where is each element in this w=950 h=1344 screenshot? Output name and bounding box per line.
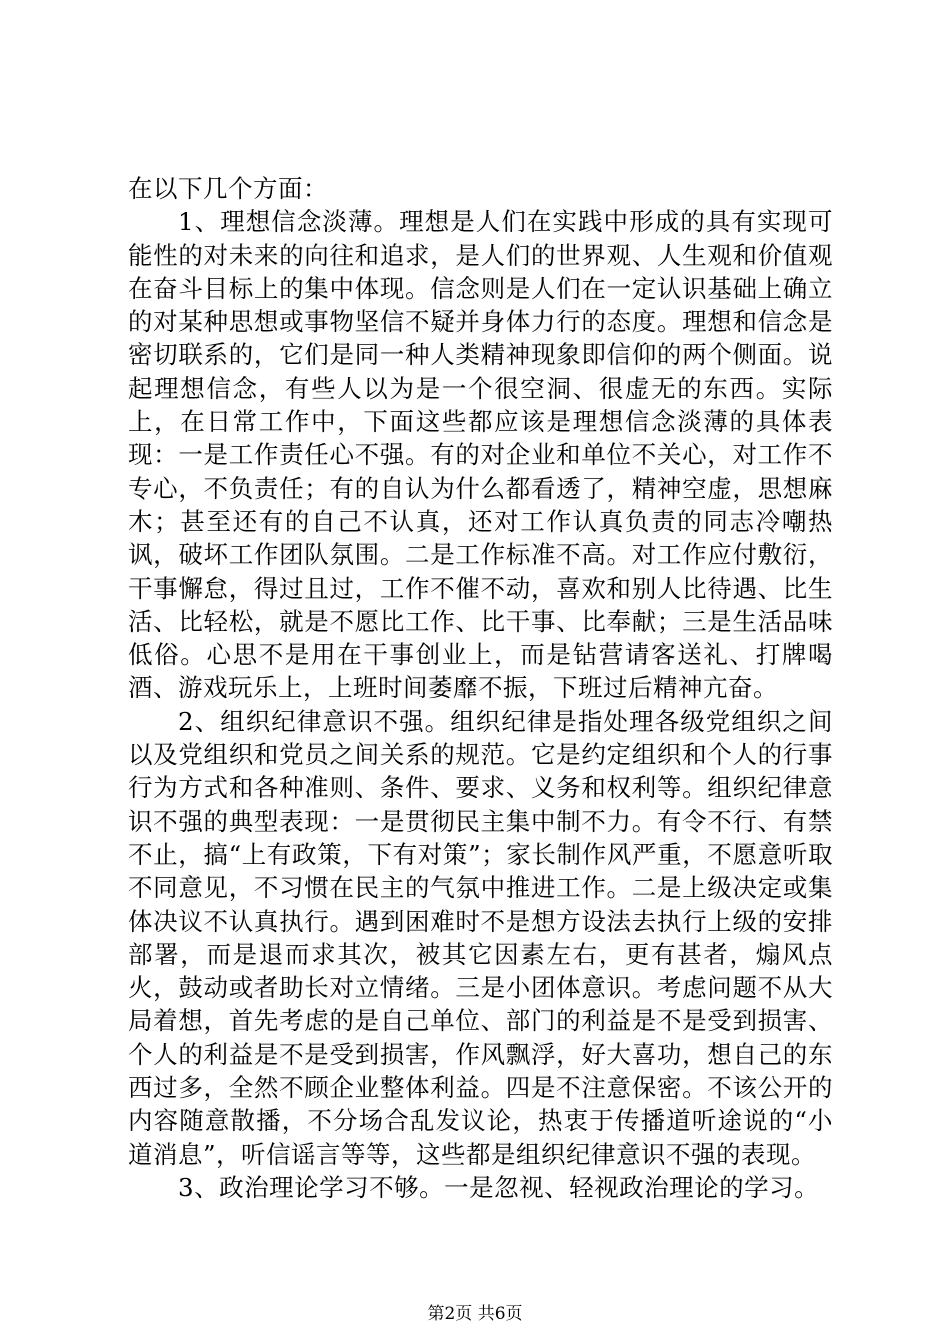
paragraph-section-2: 2、组织纪律意识不强。组织纪律是指处理各级党组织之间以及党组织和党员之间关系的规范。它是约定组织和个人的行事行为方式和各种准则、条件、要求、义务和权利等。组织纪律意识不强的典型表现：一是贯彻民主集中制不力。有令不行、有禁不止，搞“上有政策，下有对策”；家长制作风严重，不愿意听取不同意见，不习惯在民主的气氛中推进工作。二是上级决定或集体决议不认真执行。遇到困难时不是想方设法去执行上级的安排部署，而是退而求其次，被其它因素左右，更有甚者，煽风点火，鼓动或者助长对立情绪。三是小团体意识。考虑问题不从大局着想，首先考虑的是自己单位、部门的利益是不是受到损害、个人的利益是不是受到损害，作风飘浮，好大喜功，想自己的东西过多，全然不顾企业整体利益。四是不注意保密。不该公开的内容随意散播，不分场合乱发议论，热衷于传播道听途说的“小道消息”，听信谣言等等，这些都是组织纪律意识不强的表现。 bbox=[128, 706, 833, 1169]
page-number-footer: 第2页 共6页 bbox=[427, 1304, 523, 1324]
paragraph-section-1: 1、理想信念淡薄。理想是人们在实践中形成的具有实现可能性的对未来的向往和追求，是人们的世界观、人生观和价值观在奋斗目标上的集中体现。信念则是人们在一定认识基础上确立的对某种思想或事物坚信不疑并身体力行的态度。理想和信念是密切联系的，它们是同一种人类精神现象即信仰的两个侧面。说起理想信念，有些人以为是一个很空洞、很虚无的东西。实际上，在日常工作中，下面这些都应该是理想信念淡薄的具体表现：一是工作责任心不强。有的对企业和单位不关心，对工作不专心，不负责任；有的自认为什么都看透了，精神空虚，思想麻木；甚至还有的自己不认真，还对工作认真负责的同志冷嘲热讽，破坏工作团队氛围。二是工作标准不高。对工作应付敷衍，干事懈怠，得过且过，工作不催不动，喜欢和别人比待遇、比生活、比轻松，就是不愿比工作、比干事、比奉献；三是生活品味低俗。心思不是用在干事创业上，而是钻营请客送礼、打牌喝酒、游戏玩乐上，上班时间萎靡不振，下班过后精神亢奋。 bbox=[128, 207, 833, 703]
paragraph-intro: 在以下几个方面： bbox=[128, 174, 328, 203]
paragraph-section-3: 3、政治理论学习不够。一是忽视、轻视政治理论的学习。 bbox=[178, 1172, 820, 1202]
body-text bbox=[128, 172, 833, 1204]
